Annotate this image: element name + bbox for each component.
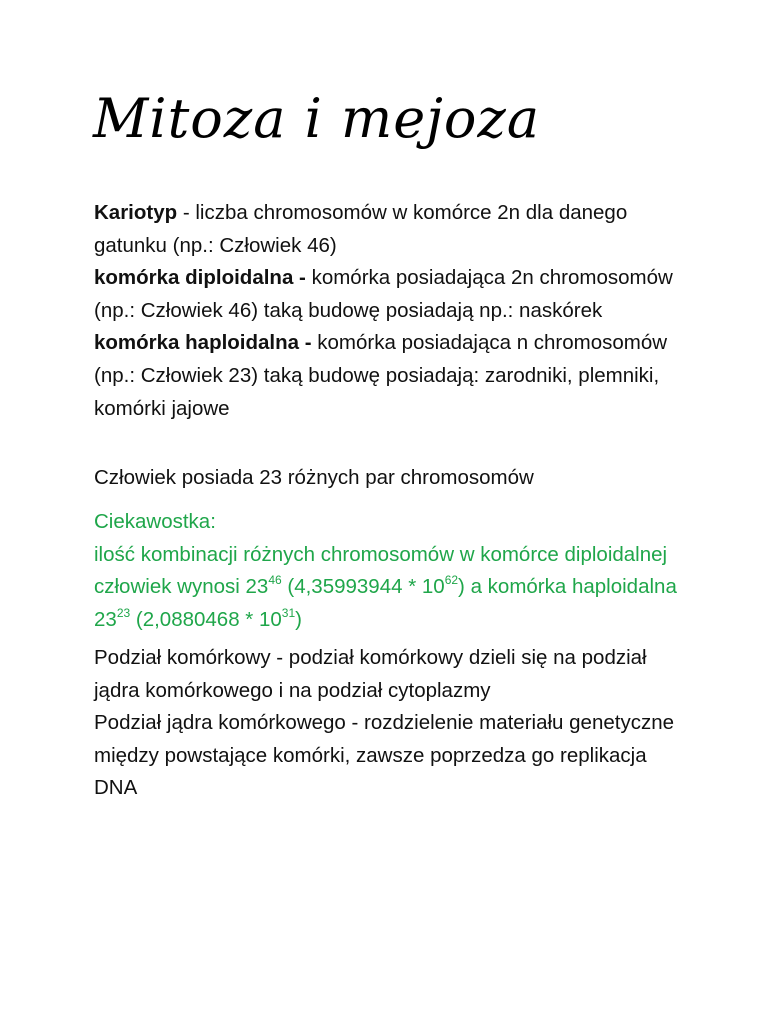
definition-text: komórka posiadająca n chromosomów (np.: Człowiek 23) taką budowę posiadają: zarodniki, plemniki, komórki jajowe	[94, 331, 668, 420]
definition-term: komórka haploidalna -	[94, 331, 312, 355]
trivia-segment: )	[295, 607, 302, 631]
nuclear-division-paragraph: Podział jądra komórkowego - rozdzielenie materiału genetyczne między powstające komórki, zawsze poprzedza go replikacja DNA	[94, 711, 674, 800]
definitions-block	[94, 197, 694, 425]
cell-division-block	[94, 642, 694, 805]
cell-division-paragraph: Podział komórkowy - podział komórkowy dzieli się na podział jądra komórkowego i na podział cytoplazmy	[94, 646, 647, 702]
chromosome-pairs-fact	[94, 462, 694, 495]
definition-haploid-cell	[94, 327, 694, 425]
exponent: 23	[116, 605, 131, 620]
trivia-segment: ilość kombinacji różnych chromosomów w komórce diploidalnej człowiek wynosi 23	[94, 542, 668, 599]
definition-karyotype	[94, 197, 694, 262]
fact-text: Człowiek posiada 23 różnych par chromosomów	[94, 466, 534, 489]
trivia-segment: ) a komórka haploidalna 23	[94, 575, 677, 631]
definition-text: - liczba chromosomów w komórce 2n dla danego gatunku (np.: Człowiek 46)	[94, 201, 628, 257]
trivia-text	[94, 539, 694, 637]
definition-diploid-cell	[94, 262, 694, 327]
exponent: 31	[281, 605, 296, 620]
exponent: 46	[268, 573, 282, 588]
definition-term: Kariotyp	[94, 201, 178, 224]
trivia-block	[94, 506, 694, 636]
definition-text: komórka posiadająca 2n chromosomów (np.: Człowiek 46) taką budowę posiadają np.: naskórek	[94, 266, 673, 322]
trivia-segment: (4,35993944 * 10	[281, 575, 445, 599]
exponent: 62	[444, 573, 459, 588]
trivia-segment: (2,0880468 * 10	[130, 607, 282, 631]
definition-term: komórka diploidalna -	[94, 266, 306, 290]
trivia-heading: Ciekawostka:	[94, 510, 216, 533]
document-title: Mitoza i mejoza	[93, 87, 541, 150]
